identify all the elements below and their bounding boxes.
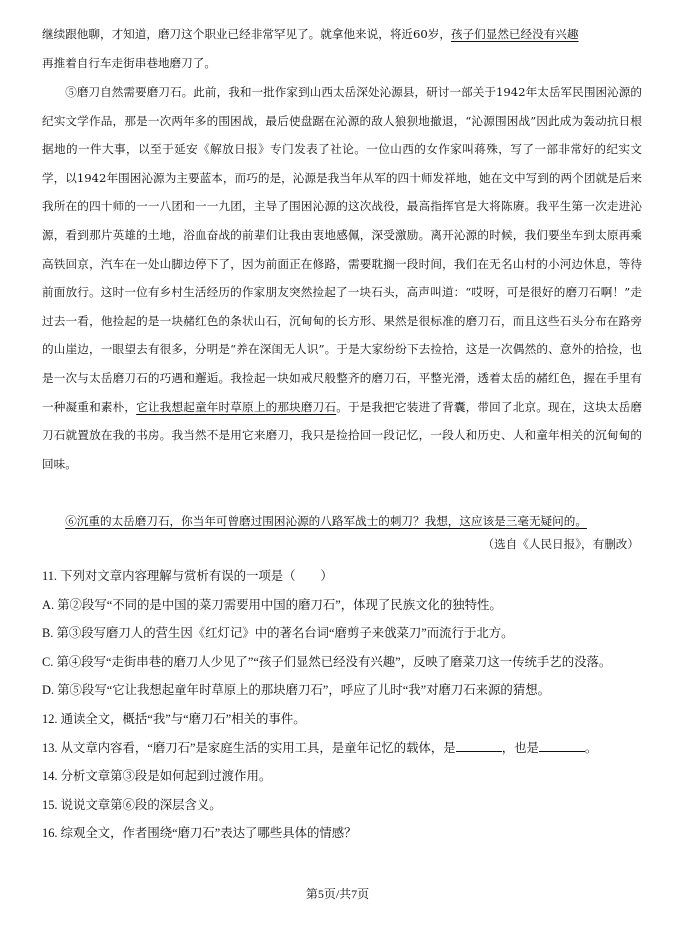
paragraph-6 xyxy=(42,507,642,536)
option-d: D. 第⑤段写“它让我想起童年时草原上的那块磨刀石”，呼应了儿时“我”对磨刀石来源的猜想。 xyxy=(42,683,550,698)
article-top xyxy=(42,20,642,77)
page-footer: 第5页/共7页 xyxy=(305,887,370,901)
question-15: 15. 说说文章第⑥段的深层含义。 xyxy=(42,797,222,812)
underlined-text: ⑥沉重的太岳磨刀石，你当年可曾磨过围困沁源的八路军战士的刺刀？我想，这应该是三毫无疑问的。 xyxy=(65,514,587,528)
text-run: ，也是 xyxy=(501,740,539,755)
paragraph-text xyxy=(42,507,642,536)
text-run: 13. 从文章内容看，“磨刀石”是家庭生活的实用工具，是童年记忆的载体，是 xyxy=(42,740,456,755)
article-line xyxy=(42,20,642,49)
source-citation: （选自《人民日报》，有删改） xyxy=(482,537,639,551)
paragraph-text xyxy=(42,78,642,478)
text-run: ⑤磨刀自然需要磨刀石。此前，我和一批作家到山西太岳深处沁源县，研讨一部关于1942年太岳军民围困沁源的纪实文学作品，那是一次两年多的围困战，最后使盘踞在沁源的敌人狼狈地撤退，“沁源围困战”因此成为轰动抗日根据地的一件大事，以至于延安《解放日报》专门发表了社论。一位山西的女作家叫蒋殊，写了一部非常好的纪实文学，以1942年围困沁源为主要蓝本，而巧的是，沁源是我当年从军的四十师发祥地，她在文中写到的两个团就是后来我所在的四十师的一一八团和一一九团，主导了围困沁源的这次战役，最高指挥官是大将陈赓。我平生第一次走进沁源，看到那片英雄的土地，浴血奋战的前辈们让我由衷地感佩，深受激励。离开沁源的时候，我们要坐车到太原再乘高铁回京，汽车在一处山脚边停下了，因为前面正在修路，需要耽搁一段时间，我们在无名山村的小河边休息，等待前面放行。这时一位有乡村生活经历的作家朋友突然捡起了一块石头，高声叫道：“哎呀，可是很好的磨刀石啊！”走过去一看，他捡起的是一块赭红色的条状山石，沉甸甸的长方形、果然是很标准的磨刀石，而且这些石头分布在路旁的山崖边，一眼望去有很多，分明是“养在深闺无人识”。于是大家纷纷下去捡拾，这是一次偶然的、意外的拾捡，也是一次与太岳磨刀石的巧遇和邂逅。我捡起一块如戒尺般整齐的磨刀石，平整光滑，透着太岳的赭红色，握在手里有一种凝重和素朴， xyxy=(42,85,642,414)
underlined-text: 孩子们显然已经没有兴趣 xyxy=(450,27,579,41)
text-run: 。 xyxy=(584,740,598,755)
text-run: 继续跟他聊，才知道，磨刀这个职业已经非常罕见了。就拿他来说，将近60岁， xyxy=(42,27,451,41)
question-14: 14. 分析文章第③段是如何起到过渡作用。 xyxy=(42,769,272,784)
questions-section xyxy=(42,562,642,848)
answer-blank[interactable] xyxy=(539,739,585,752)
question-16: 16. 综观全文，作者围绕“磨刀石”表达了哪些具体的情感？ xyxy=(42,826,357,841)
answer-blank[interactable] xyxy=(456,739,502,752)
question-13 xyxy=(42,734,642,763)
option-b: B. 第③段写磨刀人的营生因《红灯记》中的著名台词“磨剪子来戗菜刀”而流行于北方。 xyxy=(42,626,514,641)
paragraph-5 xyxy=(42,78,642,478)
option-c: C. 第④段写“走街串巷的磨刀人少见了”“孩子们显然已经没有兴趣”，反映了磨菜刀这一传统手艺的没落。 xyxy=(42,654,612,669)
article-line: 再推着自行车走街串巷地磨刀了。 xyxy=(42,55,216,70)
question-12: 12. 通读全文，概括“我”与“磨刀石”相关的事件。 xyxy=(42,711,306,726)
text-run: 。于是我把它装进了背囊，带回了北京。现在，这块太岳磨刀石就置放在我的书房。我当然不是用它来磨刀，我只是捡拾回一段记忆，一段人和历史、人和童年相关的沉甸甸的回味。 xyxy=(42,399,642,471)
underlined-text: 它让我想起童年时草原上的那块磨刀石 xyxy=(136,399,337,414)
option-a: A. 第②段写“不同的是中国的菜刀需要用中国的磨刀石”，体现了民族文化的独特性。 xyxy=(42,597,502,612)
question-11: 11. 下列对文章内容理解与赏析有误的一项是（ ） xyxy=(42,569,333,583)
